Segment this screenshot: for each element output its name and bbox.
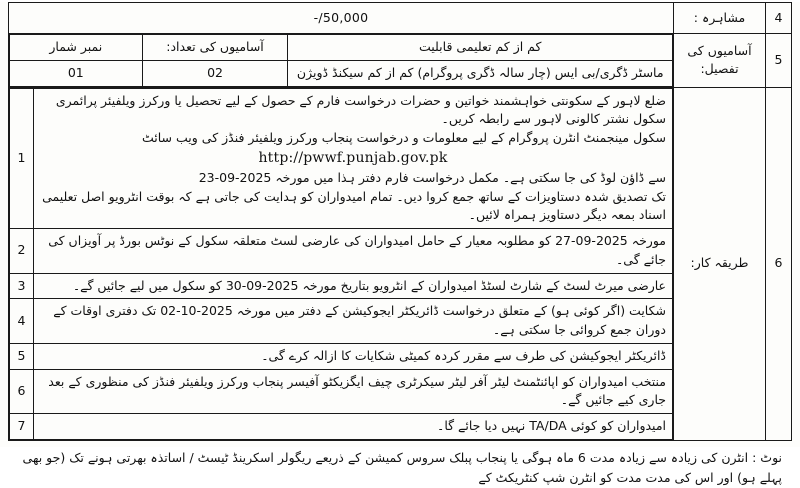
vacancies-value-serial: 01 <box>10 60 143 86</box>
procedure-item-4-text: شکایت (اگر کوئی ہو) کے متعلق درخواست ڈائریکٹر ایجوکیشن کے دفتر میں مورخہ 02-10-2025 تک دفتری اوقات کے دوران جمع کروائی جا سکتی ہے۔ <box>34 299 673 344</box>
vacancies-table <box>9 34 673 87</box>
vacancies-value-count: 02 <box>142 60 288 86</box>
procedure-item-3-text: عارضی میرٹ لسٹ کے شارٹ لسٹڈ امیدواران کے انٹرویو بتاریخ مورخہ 30-09-2025 کو سکول میں لیے جائیں گے۔ <box>34 273 673 299</box>
procedure-item-5-text: ڈائریکٹر ایجوکیشن کی طرف سے مقرر کردہ کمیٹی شکایات کا ازالہ کرے گی۔ <box>34 343 673 369</box>
row-label-procedure: طریقہ کار: <box>674 87 766 440</box>
procedure-item-7-number: 7 <box>10 414 34 440</box>
procedure-item-1-line2: سکول مینجمنٹ انٹرن پروگرام کے لیے معلومات و درخواست پنجاب ورکرز ویلفیئر فنڈز کی ویب سائٹ <box>142 130 666 145</box>
row-number-vacancies: 5 <box>766 34 792 88</box>
procedure-item-2-text: مورخہ 27-09-2025 کو مطلوبہ معیار کے حامل امیدواران کی عارضی لسٹ متعلقہ سکول کے نوٹس بورڈ پر آویزاں کی جائے گی۔ <box>34 229 673 274</box>
table-row-vacancies <box>9 34 792 88</box>
vacancies-header-row <box>10 35 673 61</box>
procedure-item-1-line1: ضلع لاہور کے سکونتی خواہشمند خواتین و حضرات درخواست فارم کے حصول کے لیے تحصیل یا ورکرز ویلفیئر پرائمری سکول نشتر کالونی لاہور سے رابطہ کریں۔ <box>55 92 666 127</box>
row-number-procedure: 6 <box>766 87 792 440</box>
table-row-salary <box>9 3 792 34</box>
procedure-item-3-number: 3 <box>10 273 34 299</box>
table-row-procedure <box>9 87 792 440</box>
deadline-date: 23-09-2025 <box>198 169 272 185</box>
footnote-text: نوٹ : انٹرن کی زیادہ سے زیادہ مدت 6 ماہ ہوگی یا پنجاب پبلک سروس کمیشن کے ذریعے ریگولر اسکرینڈ ٹیسٹ / اساتذہ بھرتی ہونے تک (جو بھی پہلے ہو) اور اس کی مدت مدت کو انٹرن شپ کنٹریکٹ کے <box>22 449 782 485</box>
vacancies-cell <box>9 34 674 88</box>
procedure-item-1-line4: تک تصدیق شدہ دستاویزات کے ساتھ جمع کروا دیں۔ تمام امیدواران کو ہدایت کی جاتی ہے کہ بوقت انٹرویو اصل تعلیمی اسناد بمعہ دیگر دستاویز ہمراہ لائیں۔ <box>42 188 666 223</box>
row-label-salary: مشاہرہ : <box>674 3 766 34</box>
procedure-item-4-number: 4 <box>10 299 34 344</box>
interview-date: 30-09-2025 <box>225 277 299 293</box>
provisional-list-date: 27-09-2025 <box>555 233 628 248</box>
job-advertisement-table <box>8 2 792 441</box>
document-page <box>0 2 800 485</box>
vacancies-value-qualification: ماسٹر ڈگری/بی ایس (چار سالہ ڈگری پروگرام) کم از کم سیکنڈ ڈویژن <box>288 60 673 86</box>
procedure-item-1-link-row <box>40 148 666 169</box>
procedure-item-6-number: 6 <box>10 369 34 414</box>
procedure-item-1-line3: سے ڈاؤن لوڈ کی جا سکتی ہے۔ مکمل درخواست فارم دفتر ہذا میں مورخہ 23-09-2025 <box>40 169 666 188</box>
procedure-item-1-number: 1 <box>10 88 34 229</box>
row-label-vacancies: آسامیوں کی تفصیل: <box>674 34 766 88</box>
vacancies-header-count: آسامیوں کی تعداد: <box>142 35 288 61</box>
website-link[interactable]: http://pwwf.punjab.gov.pk <box>258 149 448 166</box>
procedure-table <box>9 88 673 440</box>
procedure-cell <box>9 87 674 440</box>
procedure-item-5-number: 5 <box>10 343 34 369</box>
procedure-item-2-number: 2 <box>10 229 34 274</box>
procedure-item-6-text: منتخب امیدواران کو اپائنٹمنٹ لیٹر آفر لیٹر سیکرٹری چیف ایگزیکٹو آفیسر پنجاب ورکرز ویلفیئر فنڈز کی منظوری کے بعد جاری کیے جائیں گے۔ <box>34 369 673 414</box>
salary-value: 50,000/- <box>9 3 674 34</box>
procedure-item <box>10 343 673 369</box>
procedure-item <box>10 369 673 414</box>
row-number-salary: 4 <box>766 3 792 34</box>
vacancies-header-qualification: کم از کم تعلیمی قابلیت <box>288 35 673 61</box>
complaint-date: 02-10-2025 <box>160 303 233 319</box>
procedure-item-1-text <box>34 88 673 229</box>
procedure-item <box>10 229 673 274</box>
vacancies-data-row <box>10 60 673 86</box>
vacancies-header-serial: نمبر شمار <box>10 35 143 61</box>
procedure-item <box>10 273 673 299</box>
procedure-item <box>10 299 673 344</box>
procedure-item <box>10 88 673 229</box>
procedure-item <box>10 414 673 440</box>
procedure-item-7-text: امیدواران کو کوئی TA/DA نہیں دیا جائے گا۔ <box>34 414 673 440</box>
